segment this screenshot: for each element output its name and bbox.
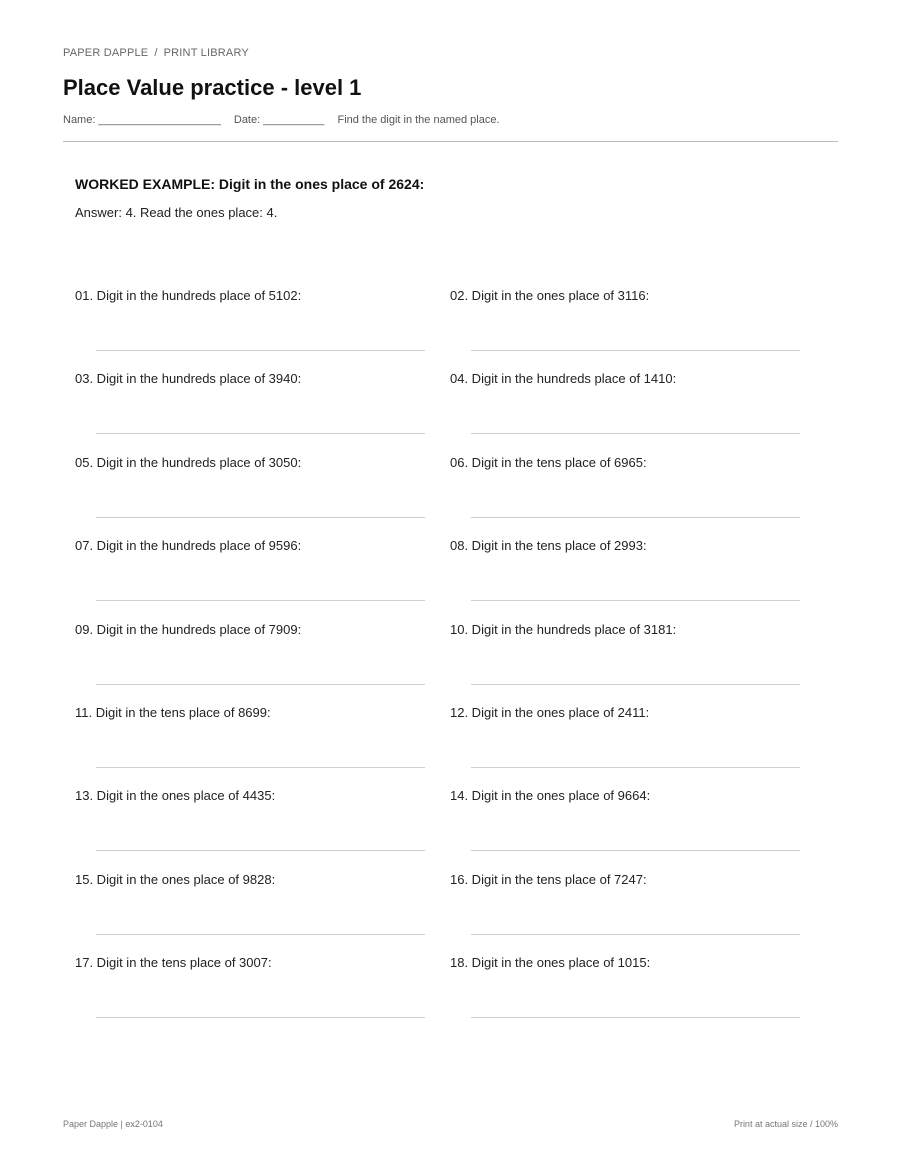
worked-example-heading: WORKED EXAMPLE: Digit in the ones place of 2624: <box>75 176 425 192</box>
breadcrumb-item-brand[interactable]: PAPER DAPPLE <box>63 47 149 59</box>
footer-print-note: Print at actual size / 100% <box>733 1119 838 1129</box>
problem-item <box>450 538 825 621</box>
problem-item <box>75 455 450 538</box>
problem-item <box>75 955 450 1038</box>
problem-item <box>450 955 825 1038</box>
answer-line[interactable] <box>96 433 425 434</box>
answer-line[interactable] <box>471 1017 800 1018</box>
problem-text: 04. Digit in the hundreds place of 1410: <box>450 371 677 387</box>
problem-item <box>75 872 450 955</box>
answer-line[interactable] <box>471 433 800 434</box>
answer-line[interactable] <box>96 517 425 518</box>
answer-line[interactable] <box>96 850 425 851</box>
answer-line[interactable] <box>96 600 425 601</box>
breadcrumb-item-library[interactable]: PRINT LIBRARY <box>163 47 249 59</box>
answer-line[interactable] <box>471 934 800 935</box>
problem-item <box>450 788 825 871</box>
problem-text: 14. Digit in the ones place of 9664: <box>450 788 651 804</box>
date-field: Date: __________ <box>233 114 325 126</box>
problem-text: 13. Digit in the ones place of 4435: <box>75 788 276 804</box>
problem-text: 03. Digit in the hundreds place of 3940: <box>75 371 302 387</box>
problem-item <box>450 622 825 705</box>
problem-text: 10. Digit in the hundreds place of 3181: <box>450 621 677 637</box>
worksheet-meta <box>63 114 510 126</box>
answer-line[interactable] <box>471 517 800 518</box>
problem-text: 16. Digit in the tens place of 7247: <box>450 871 647 887</box>
problem-item <box>75 288 450 371</box>
answer-line[interactable] <box>96 934 425 935</box>
problem-text: 07. Digit in the hundreds place of 9596: <box>75 538 302 554</box>
answer-line[interactable] <box>96 350 425 351</box>
problem-text: 09. Digit in the hundreds place of 7909: <box>75 621 302 637</box>
problem-grid <box>75 288 825 1039</box>
breadcrumb <box>63 47 249 59</box>
answer-line[interactable] <box>471 350 800 351</box>
problem-item <box>75 622 450 705</box>
answer-line[interactable] <box>96 767 425 768</box>
answer-line[interactable] <box>471 600 800 601</box>
problem-text: 02. Digit in the ones place of 3116: <box>450 288 650 303</box>
problem-item <box>450 872 825 955</box>
problem-item <box>450 455 825 538</box>
problem-item <box>75 371 450 454</box>
instructions-text: Find the digit in the named place. <box>337 114 500 126</box>
problem-item <box>450 288 825 371</box>
problem-item <box>75 705 450 788</box>
answer-line[interactable] <box>471 850 800 851</box>
problem-text: 01. Digit in the hundreds place of 5102: <box>75 288 302 303</box>
problem-item <box>450 371 825 454</box>
breadcrumb-separator: / <box>154 47 158 59</box>
answer-line[interactable] <box>96 1017 425 1018</box>
name-field: Name: ____________________ <box>63 114 221 126</box>
problem-item <box>75 538 450 621</box>
answer-line[interactable] <box>96 684 425 685</box>
answer-line[interactable] <box>471 684 800 685</box>
problem-text: 17. Digit in the tens place of 3007: <box>75 955 272 971</box>
problem-text: 06. Digit in the tens place of 6965: <box>450 454 647 470</box>
problem-text: 11. Digit in the tens place of 8699: <box>75 704 271 720</box>
problem-item <box>75 788 450 871</box>
footer-source: Paper Dapple | ex2-0104 <box>63 1119 163 1129</box>
problem-text: 08. Digit in the tens place of 2993: <box>450 538 647 554</box>
page-title: Place Value practice - level 1 <box>63 75 362 100</box>
problem-text: 12. Digit in the ones place of 2411: <box>450 704 650 720</box>
answer-line[interactable] <box>471 767 800 768</box>
problem-text: 05. Digit in the hundreds place of 3050: <box>75 454 302 470</box>
problem-text: 15. Digit in the ones place of 9828: <box>75 871 276 887</box>
problem-item <box>450 705 825 788</box>
worked-example-answer: Answer: 4. Read the ones place: 4. <box>75 205 278 220</box>
problem-text: 18. Digit in the ones place of 1015: <box>450 955 651 971</box>
header-divider <box>63 141 838 142</box>
